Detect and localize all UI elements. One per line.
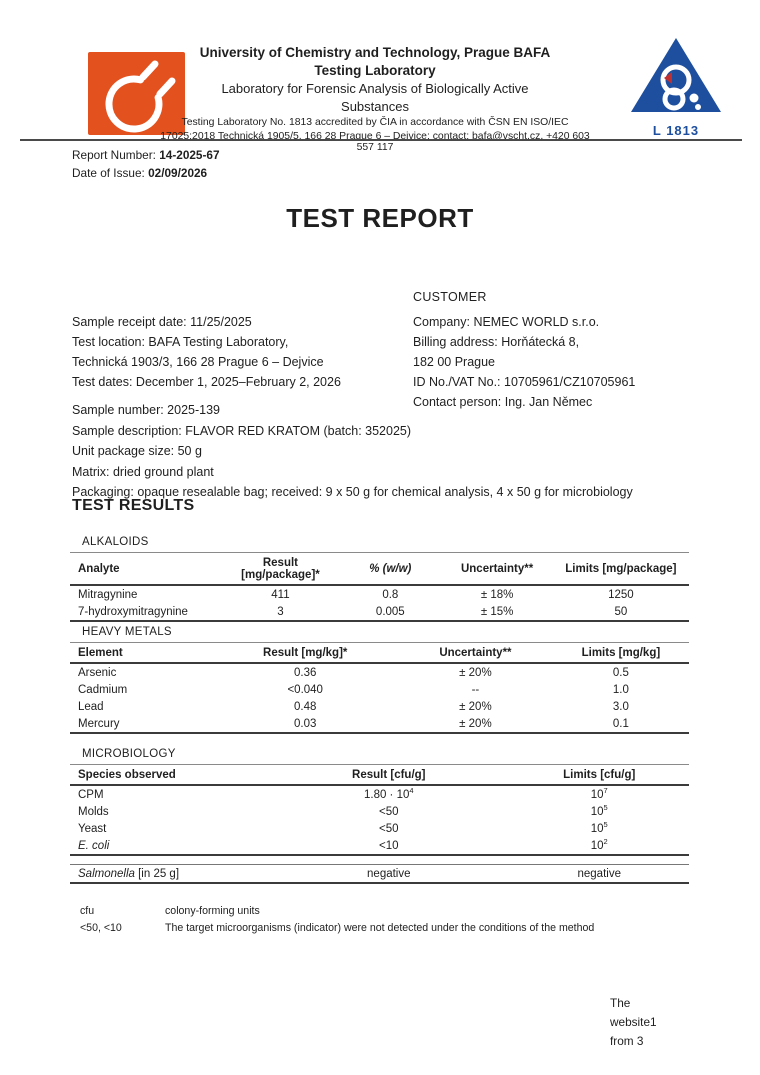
test-info-line: Technická 1903/3, 166 28 Prague 6 – Dejvice — [72, 355, 324, 369]
table-cell: Mercury — [78, 717, 120, 730]
table-cell: <10 — [379, 839, 399, 852]
letterhead — [150, 44, 600, 144]
accreditation-line: Testing Laboratory No. 1813 accredited by ČIA in accordance with ČSN EN ISO/IEC — [181, 117, 569, 128]
table-cell: 3.0 — [612, 700, 629, 713]
column-header: Uncertainty** — [441, 553, 552, 586]
salmonella-table — [70, 864, 689, 884]
customer-info-line: ID No./VAT No.: 10705961/CZ10705961 — [413, 375, 636, 389]
customer-heading: CUSTOMER — [413, 290, 487, 304]
table-cell: Molds — [78, 805, 109, 818]
date-of-issue-value: 02/09/2026 — [148, 166, 208, 180]
table-row — [70, 603, 689, 621]
column-header: % (w/w) — [339, 553, 441, 586]
sample-info-line: Sample number: 2025-139 — [72, 403, 221, 417]
results-heading: TEST RESULTS — [72, 497, 195, 514]
table-cell: Salmonella [in 25 g] — [78, 867, 180, 880]
footer-line: The — [610, 996, 631, 1010]
table-cell: Yeast — [78, 822, 107, 835]
table-cell: 1.0 — [612, 683, 629, 696]
table-cell: ± 20% — [459, 700, 492, 713]
customer-info-line: Company: NEMEC WORLD s.r.o. — [413, 315, 600, 329]
heavy-metals-table — [70, 642, 689, 734]
department-line: Substances — [341, 99, 409, 114]
table-header-row — [70, 553, 689, 586]
column-header: Limits [mg/package] — [553, 553, 689, 586]
report-meta — [72, 146, 220, 182]
table-cell: <50 — [379, 805, 399, 818]
table-cell: -- — [471, 683, 480, 696]
cia-mark-label: L 1813 — [652, 123, 700, 138]
column-header: Analyte — [70, 553, 222, 586]
column-header: Uncertainty** — [398, 643, 553, 664]
table-row — [70, 803, 689, 820]
accreditation-line: 557 117 — [356, 142, 394, 153]
alkaloids-table — [70, 552, 689, 622]
table-cell: $10^5$ — [590, 819, 608, 835]
org-name-line: Testing Laboratory — [314, 63, 436, 78]
test-info-line: Test location: BAFA Testing Laboratory, — [72, 335, 289, 349]
customer-info-line: 182 00 Prague — [413, 355, 496, 369]
table-cell: 0.8 — [382, 588, 399, 601]
footnote-desc: colony-forming units — [165, 905, 260, 917]
sample-info-line: Packaging: opaque resealable bag; received: 9 x 50 g for chemical analysis, 4 x 50 g for microbiology — [72, 485, 633, 499]
header-divider — [20, 139, 742, 141]
table-cell: ± 20% — [459, 666, 492, 679]
table-cell: ± 20% — [459, 717, 492, 730]
column-header: Result [mg/package]* — [222, 553, 340, 586]
department-line: Laboratory for Forensic Analysis of Biologically Active — [221, 81, 529, 96]
table-cell: $10^7$ — [590, 785, 608, 801]
table-cell: <50 — [379, 822, 399, 835]
alkaloids-section-label: ALKALOIDS — [82, 536, 149, 548]
table-cell: 0.5 — [612, 666, 629, 679]
cia-accreditation-triangle-logo-icon — [628, 36, 724, 136]
customer-info-line: Billing address: Horňátecká 8, — [413, 335, 580, 349]
table-cell: Mitragynine — [78, 588, 138, 601]
report-number-label: Report Number: — [72, 148, 160, 162]
table-cell: 0.005 — [375, 605, 405, 618]
table-cell: 1250 — [608, 588, 634, 601]
table-row — [70, 681, 689, 698]
sample-info-line: Matrix: dried ground plant — [72, 464, 214, 479]
table-cell: $10^5$ — [590, 802, 608, 818]
table-cell: $10^2$ — [590, 836, 608, 852]
column-header: Species observed — [70, 765, 268, 786]
footnote-term: cfu — [80, 905, 95, 917]
report-number-value: 14-2025-67 — [159, 148, 220, 162]
heavy-metals-section-label: HEAVY METALS — [82, 626, 172, 638]
table-cell: 0.03 — [294, 717, 317, 730]
table-cell: Lead — [78, 700, 104, 713]
org-name-line: University of Chemistry and Technology, Prague BAFA — [199, 45, 551, 60]
table-cell: Cadmium — [78, 683, 128, 696]
footnote-term: <50, <10 — [80, 922, 122, 934]
accreditation-line: 17025:2018 Technická 1905/5, 166 28 Prague 6 – Dejvice; contact: bafa@vscht.cz, +420 603 — [160, 131, 590, 142]
table-row — [70, 837, 689, 855]
table-row — [70, 715, 689, 733]
table-cell: ± 15% — [480, 605, 514, 618]
test-info-block — [72, 312, 402, 392]
column-header: Result [mg/kg]* — [212, 643, 398, 664]
customer-info-line: Contact person: Ing. Jan Němec — [413, 395, 593, 409]
column-header: Result [cfu/g] — [268, 765, 509, 786]
table-row — [70, 663, 689, 681]
table-cell: negative — [577, 867, 621, 880]
table-cell: Arsenic — [78, 666, 117, 679]
table-cell: ± 18% — [480, 588, 514, 601]
table-cell: CPM — [78, 788, 104, 801]
table-header-row — [70, 765, 689, 786]
report-number-line — [72, 146, 220, 164]
table-header-row — [70, 643, 689, 664]
table-cell: $1.80 \cdot 10^4$ — [363, 785, 414, 801]
footnotes — [80, 903, 680, 937]
table-row — [70, 785, 689, 803]
table-row — [70, 820, 689, 837]
date-of-issue-label: Date of Issue: — [72, 166, 149, 180]
date-of-issue-line — [72, 164, 220, 182]
column-header: Limits [cfu/g] — [509, 765, 689, 786]
table-cell: 50 — [614, 605, 628, 618]
column-header: Element — [70, 643, 212, 664]
table-cell: 3 — [277, 605, 284, 618]
page-title: TEST REPORT — [286, 203, 474, 233]
footnote-row — [80, 920, 680, 937]
table-cell: 0.1 — [612, 717, 629, 730]
sample-info-line: Unit package size: 50 g — [72, 444, 202, 458]
footnote-row — [80, 903, 680, 920]
table-cell: 0.48 — [294, 700, 317, 713]
table-row — [70, 698, 689, 715]
species-name: Salmonella — [78, 867, 135, 880]
table-row — [70, 585, 689, 603]
footnote-desc: The target microorganisms (indicator) were not detected under the conditions of the method — [165, 922, 595, 934]
customer-info-block — [413, 312, 713, 412]
table-cell: 7-hydroxymitragynine — [78, 605, 188, 618]
footer-line: from 3 — [610, 1034, 644, 1048]
table-row — [70, 865, 689, 884]
test-info-line: Sample receipt date: 11/25/2025 — [72, 315, 252, 329]
test-info-line: Test dates: December 1, 2025–February 2, 2026 — [72, 375, 341, 389]
table-cell: 0.36 — [294, 666, 317, 679]
sample-info-block — [72, 400, 712, 503]
column-header: Limits [mg/kg] — [553, 643, 689, 664]
page-footer — [610, 994, 657, 1051]
table-cell: E. coli — [78, 839, 110, 852]
footer-line: website1 — [610, 1015, 657, 1029]
table-cell: 411 — [271, 588, 290, 601]
sample-info-line: Sample description: FLAVOR RED KRATOM (batch: 352025) — [72, 423, 412, 438]
table-cell: negative — [367, 867, 411, 880]
microbiology-section-label: MICROBIOLOGY — [82, 748, 176, 760]
table-cell: <0.040 — [287, 683, 323, 696]
microbiology-table — [70, 764, 689, 856]
